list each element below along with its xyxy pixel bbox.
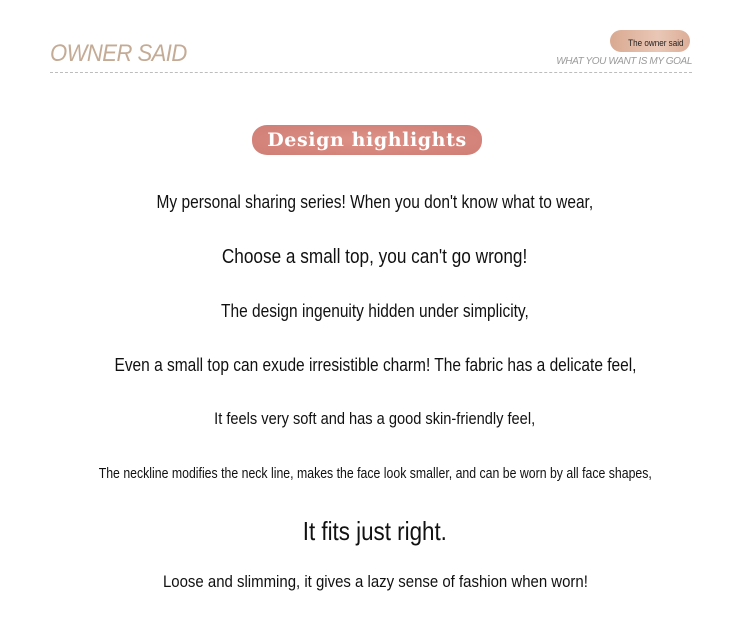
description-line-text: It fits just right. [302, 516, 448, 546]
header-divider [50, 72, 692, 73]
description-line-emphasis [0, 516, 750, 547]
description-line-text: Choose a small top, you can't go wrong! [222, 246, 528, 268]
description-line-text: Loose and slimming, it gives a lazy sense of fashion when worn! [162, 572, 588, 591]
description-line-text: The design ingenuity hidden under simplicity, [221, 301, 529, 321]
description-line [0, 572, 750, 592]
description-line-text: Even a small top can exude irresistible charm! The fabric has a delicate feel, [113, 355, 636, 375]
owner-badge-label: The owner said [628, 38, 684, 48]
description-line [0, 465, 750, 482]
owner-said-header [50, 28, 692, 74]
description-line-text: The neckline modifies the neck line, makes the face look smaller, and can be worn by all face shapes, [98, 465, 652, 482]
description-line-text: My personal sharing series! When you don't know what to wear, [156, 192, 594, 212]
description-line [0, 409, 750, 429]
description-line [0, 246, 750, 269]
header-title: OWNER SAID [50, 40, 187, 67]
description-line-text: It feels very soft and has a good skin-friendly feel, [214, 409, 536, 428]
description-line [0, 355, 750, 376]
design-highlights-tag [252, 125, 482, 155]
header-tagline: WHAT YOU WANT IS MY GOAL [556, 56, 692, 67]
description-line [0, 192, 750, 213]
description-line [0, 301, 750, 322]
design-highlights-label: Design highlights [267, 129, 467, 151]
